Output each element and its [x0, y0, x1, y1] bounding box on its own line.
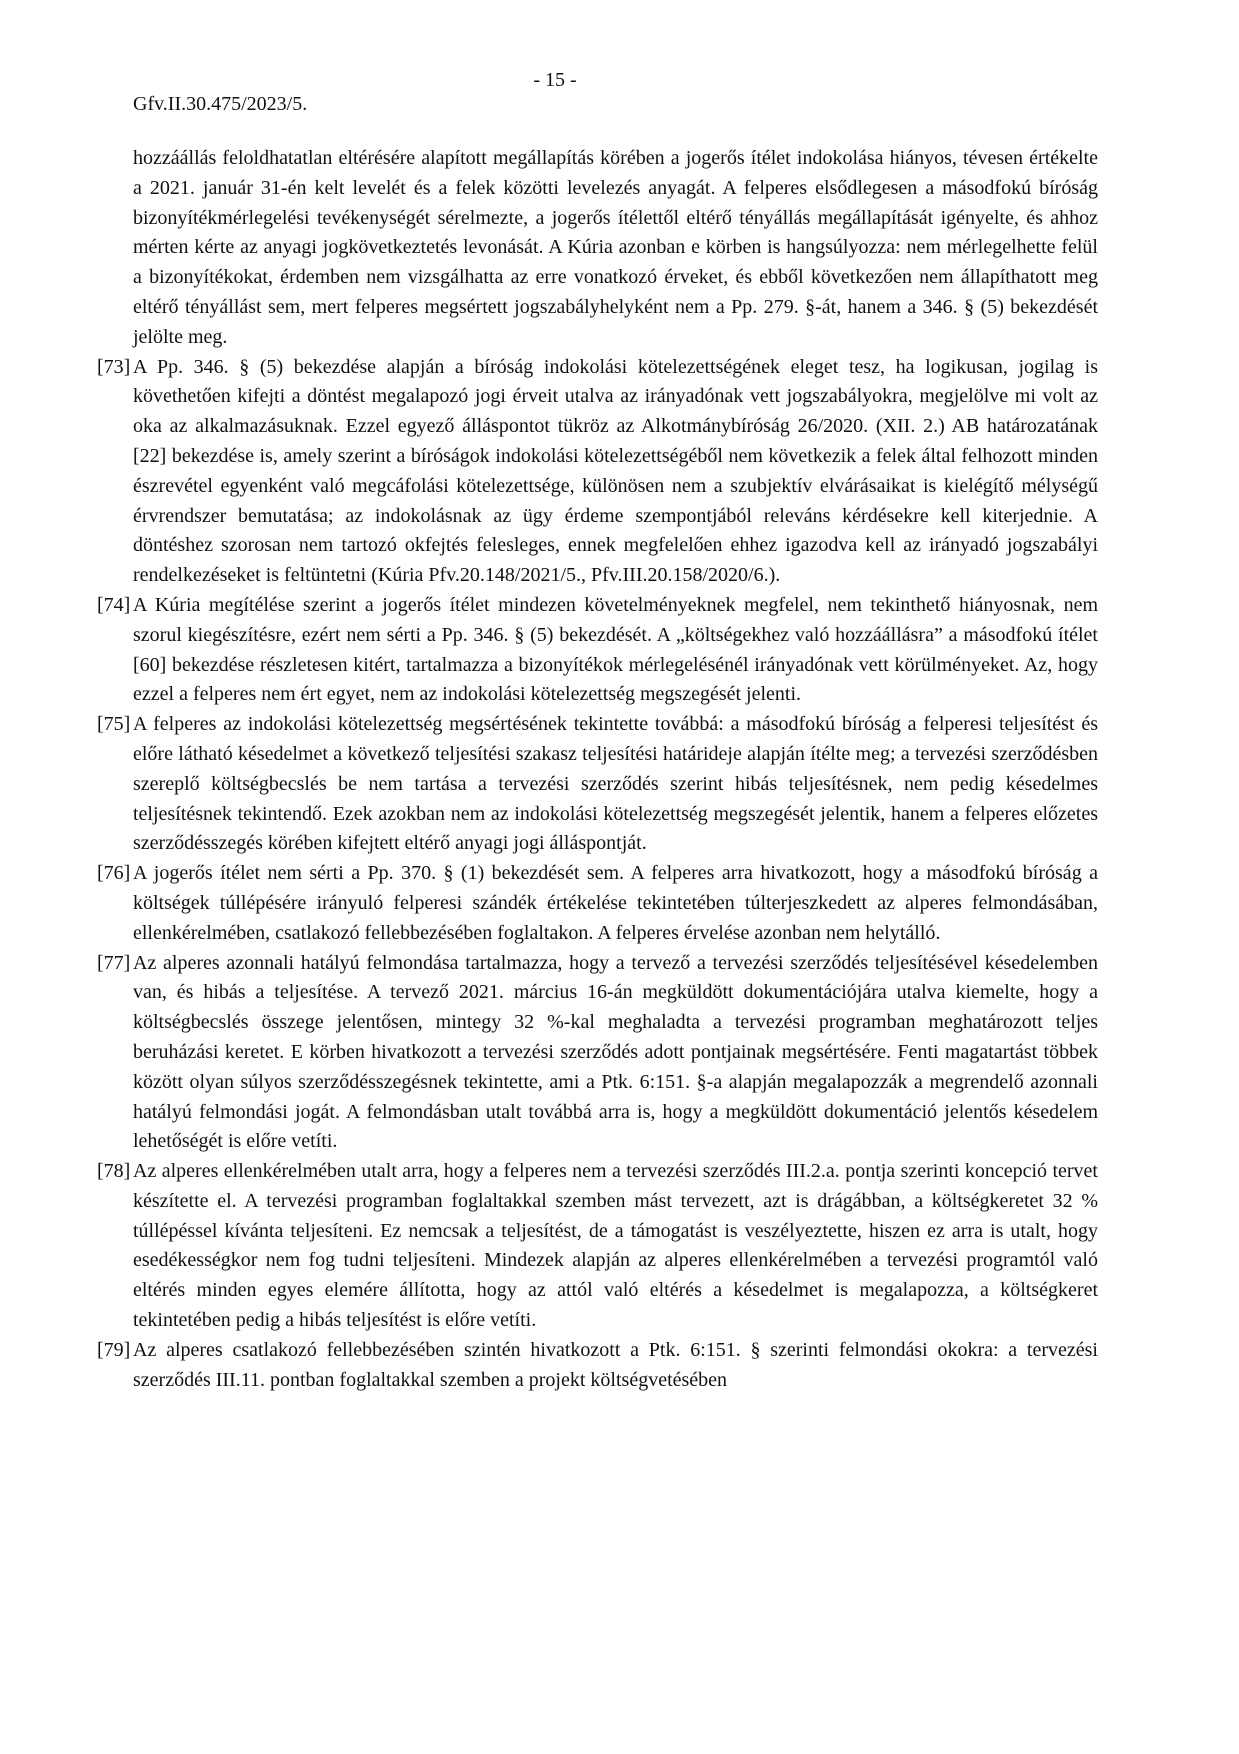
paragraph-78	[97, 1157, 1098, 1336]
paragraph-text: A Kúria megítélése szerint a jogerős ítélet mindezen követelményeknek megfelel, nem tekinthető hiányosnak, nem szorul kiegészítésre, ezért nem sérti a Pp. 346. § (5) bekezdését. A „költségekhez való hozzáállásra” a másodfokú ítélet [60] bekezdése részletesen kitért, tartalmazza a bizonyítékok mérlegelésénél irányadónak vett körülményeket. Az, hogy ezzel a felperes nem ért egyet, nem az indokolási kötelezettség megszegését jelenti.	[133, 593, 1098, 706]
paragraph-text: Az alperes ellenkérelmében utalt arra, hogy a felperes nem a tervezési szerződés III.2.a. pontja szerinti koncepció tervet készítette el. A tervezési programban foglaltakkal szemben mást tervezett, azt is drágábban, a költségkeretet 32 % túllépéssel kívánta teljesíteni. Ez nemcsak a teljesítést, de a támogatást is veszélyeztette, hiszen ez arra is utalt, hogy esedékességkor nem fog tudni teljesíteni. Mindezek alapján az alperes ellenkérelmében a tervezési programtól való eltérés minden egyes elemére állította, hogy az attól való eltérés a késedelmet is megalapozza, a költségkeret tekintetében pedig a hibás teljesítést is előre vetíti.	[133, 1160, 1098, 1332]
paragraph-number: [73]	[97, 355, 131, 378]
paragraph-number: [75]	[97, 713, 131, 736]
paragraph-73	[97, 353, 1098, 591]
paragraph-number: [74]	[97, 593, 131, 616]
page-number: - 15 -	[533, 69, 577, 91]
paragraph-number: [76]	[97, 862, 131, 885]
paragraph-76	[97, 859, 1098, 948]
paragraph-74	[97, 591, 1098, 710]
paragraph-number: [78]	[97, 1160, 131, 1183]
paragraph-text: Az alperes csatlakozó fellebbezésében szintén hivatkozott a Ptk. 6:151. § szerinti felmondási okokra: a tervezési szerződés III.11. pontban foglaltakkal szemben a projekt költségvetésében	[133, 1338, 1098, 1391]
continuation-paragraph	[97, 144, 1098, 353]
paragraph-text: hozzáállás feloldhatatlan eltérésére alapított megállapítás körében a jogerős ítélet indokolása hiányos, tévesen értékelte a 2021. január 31-én kelt levelét és a felek közötti levelezés anyagát. A felperes elsődlegesen a másodfokú bíróság bizonyítékmérlegelési tevékenységét sérelmezte, a jogerős ítélettől eltérő tényállás megállapítását igényelte, és ahhoz mérten kérte az anyagi jogkövetkeztetés levonását. A Kúria azonban e körben is hangsúlyozza: nem mérlegelhette felül a bizonyítékokat, érdemben nem vizsgálhatta az erre vonatkozó érveket, és ebből következően nem állapíthatott meg eltérő tényállást sem, mert felperes megsértett jogszabályhelyként nem a Pp. 279. §-át, hanem a 346. § (5) bekezdését jelölte meg.	[133, 147, 1098, 348]
paragraph-77	[97, 949, 1098, 1158]
paragraph-text: Az alperes azonnali hatályú felmondása tartalmazza, hogy a tervező a tervezési szerződés teljesítésével késedelemben van, és hibás a teljesítése. A tervező 2021. március 16-án megküldött dokumentációjára utalva kiemelte, hogy a költségbecslés összege jelentősen, mintegy 32 %-kal meghaladta a tervezési programban meghatározott teljes beruházási keretet. E körben hivatkozott a tervezési szerződés adott pontjainak megsértésére. Fenti magatartást többek között olyan súlyos szerződésszegésnek tekintette, ami a Ptk. 6:151. §-a alapján megalapozzák a megrendelő azonnali hatályú felmondási jogát. A felmondásban utalt továbbá arra is, hogy a megküldött dokumentáció jelentős késedelem lehetőségét is előre vetíti.	[133, 951, 1098, 1153]
paragraph-number: [77]	[97, 951, 131, 974]
paragraph-79	[97, 1336, 1098, 1396]
paragraph-75	[97, 710, 1098, 859]
paragraph-text: A jogerős ítélet nem sérti a Pp. 370. § (1) bekezdését sem. A felperes arra hivatkozott, hogy a másodfokú bíróság a költségek túllépésére irányuló felperesi szándék értékelése tekintetében túlterjeszkedett az alperes felmondásában, ellenkérelmében, csatlakozó fellebbezésében foglaltakon. A felperes érvelése azonban nem helytálló.	[133, 862, 1098, 944]
paragraph-number: [79]	[97, 1338, 131, 1361]
paragraph-text: A felperes az indokolási kötelezettség megsértésének tekintette továbbá: a másodfokú bíróság a felperesi teljesítést és előre látható késedelmet a következő teljesítési szakasz teljesítési határideje alapján ítélte meg; a tervezési szerződésben szereplő költségbecslés be nem tartása a tervezési szerződés szerint hibás teljesítésnek, nem pedig késedelmes teljesítésnek tekintendő. Ezek azokban nem az indokolási kötelezettség megszegését jelentik, hanem a felperes előzetes szerződésszegés körében kifejtett eltérő anyagi jogi álláspontját.	[133, 713, 1098, 855]
document-body	[97, 144, 1098, 1395]
paragraph-text: A Pp. 346. § (5) bekezdése alapján a bíróság indokolási kötelezettségének eleget tesz, ha logikusan, jogilag is követhetően kifejti a döntést megalapozó jogi érveit utalva az irányadónak vett jogszabályokra, megjelölve mi volt az oka az alkalmazásuknak. Ezzel egyező álláspontot tükröz az Alkotmánybíróság 26/2020. (XII. 2.) AB határozatának [22] bekezdése is, amely szerint a bíróságok indokolási kötelezettségéből nem következik a felek által felhozott minden észrevétel egyenként való megcáfolási kötelezettsége, különösen nem a szubjektív elvárásaikat is kielégítő mélységű érvrendszer bemutatása; az indokolásnak az ügy érdeme szempontjából releváns kérdésekre kell kiterjednie. A döntéshez szorosan nem tartozó okfejtés felesleges, ennek megfelelően ehhez igazodva kell az irányadó jogszabályi rendelkezéseket is feltüntetni (Kúria Pfv.20.148/2021/5., Pfv.III.20.158/2020/6.).	[133, 355, 1098, 587]
case-number: Gfv.II.30.475/2023/5.	[133, 93, 308, 115]
